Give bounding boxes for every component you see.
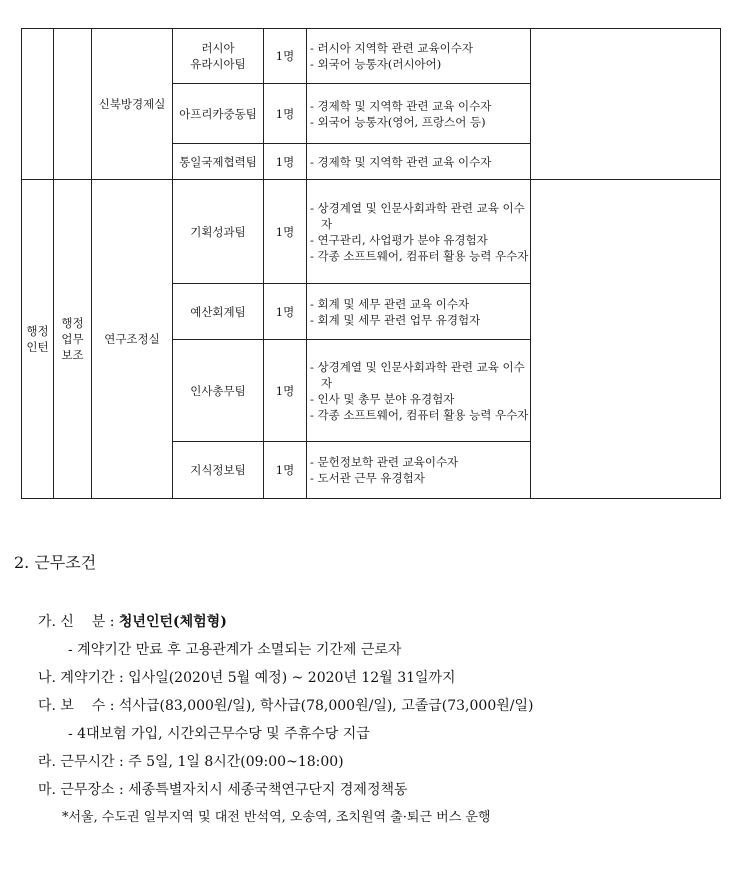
requirement-item: - 도서관 근무 유경험자 [310, 470, 530, 486]
term-value: 청년인턴(체험형) [118, 614, 227, 630]
term-contract [38, 664, 533, 692]
requirement-item: - 외국어 능통자(영어, 프랑스어 등) [310, 114, 530, 130]
category-cell [22, 180, 54, 499]
requirement-item: - 상경계열 및 인문사회과학 관련 교육 이수자 [310, 359, 530, 391]
section-title: 2. 근무조건 [14, 553, 97, 572]
requirement-item: - 각종 소프트웨어, 컴퓨터 활용 능력 우수자 [310, 407, 530, 423]
recruitment-table [21, 28, 721, 499]
requirement-item: - 회계 및 세무 관련 업무 유경험자 [310, 312, 530, 328]
term-label: 라. 근무시간 : [38, 754, 124, 770]
count-cell: 1명 [264, 340, 307, 442]
requirements-cell [307, 442, 531, 499]
count-cell: 1명 [264, 442, 307, 499]
count-cell: 1명 [264, 84, 307, 144]
team-cell: 예산회계팀 [173, 284, 264, 340]
requirement-item: - 회계 및 세무 관련 교육 이수자 [310, 296, 530, 312]
term-value: 주 5일, 1일 8시간(09:00~18:00) [128, 754, 344, 770]
team-cell: 통일국제협력팀 [173, 144, 264, 180]
requirement-item: - 경제학 및 지역학 관련 교육 이수자 [310, 154, 530, 170]
remarks-cell [531, 180, 721, 499]
job-label: 보조 [61, 348, 84, 362]
requirements-cell [307, 144, 531, 180]
count-cell: 1명 [264, 180, 307, 284]
team-cell: 인사총무팀 [173, 340, 264, 442]
requirement-item: - 상경계열 및 인문사회과학 관련 교육 이수자 [310, 200, 530, 232]
work-conditions [38, 608, 533, 832]
job-label: 행정 [61, 316, 84, 330]
team-cell: 기획성과팀 [173, 180, 264, 284]
team-cell: 지식정보팀 [173, 442, 264, 499]
term-pay [38, 692, 533, 720]
job-cell [54, 180, 92, 499]
term-label: 가. 신 분 : [38, 614, 115, 630]
table-row [22, 29, 721, 84]
team-cell: 아프리카중동팀 [173, 84, 264, 144]
category-label: 행정 [26, 324, 49, 338]
requirement-item: - 문헌정보학 관련 교육이수자 [310, 454, 530, 470]
requirements-cell [307, 284, 531, 340]
requirements-cell [307, 180, 531, 284]
requirement-item: - 각종 소프트웨어, 컴퓨터 활용 능력 우수자 [310, 248, 530, 264]
team-name: 러시아 [201, 41, 235, 55]
count-cell: 1명 [264, 29, 307, 84]
count-cell: 1명 [264, 144, 307, 180]
term-label: 다. 보 수 : [38, 698, 115, 714]
job-label: 업무 [61, 332, 84, 346]
team-name: 유라시아팀 [190, 57, 246, 71]
category-label: 인턴 [26, 340, 49, 354]
dept-cell: 연구조정실 [92, 180, 173, 499]
term-location [38, 776, 533, 804]
term-label: 마. 근무장소 : [38, 782, 124, 798]
term-hours [38, 748, 533, 776]
requirements-cell [307, 340, 531, 442]
term-label: 나. 계약기간 : [38, 670, 124, 686]
term-status [38, 608, 533, 636]
remarks-cell [531, 29, 721, 180]
table-row [22, 180, 721, 284]
requirement-item: - 경제학 및 지역학 관련 교육 이수자 [310, 98, 530, 114]
requirement-item: - 러시아 지역학 관련 교육이수자 [310, 40, 530, 56]
term-value: 세종특별자치시 세종국책연구단지 경제정책동 [128, 782, 408, 798]
requirement-item: - 연구관리, 사업평가 분야 유경험자 [310, 232, 530, 248]
category-cell-empty [22, 29, 54, 180]
term-value: 석사급(83,000원/일), 학사급(78,000원/일), 고졸급(73,000원/일) [118, 698, 534, 714]
requirements-cell [307, 29, 531, 84]
count-cell: 1명 [264, 284, 307, 340]
job-cell-empty [54, 29, 92, 180]
requirement-item: - 외국어 능통자(러시아어) [310, 56, 530, 72]
term-status-note: - 계약기간 만료 후 고용관계가 소멸되는 기간제 근로자 [68, 642, 402, 658]
requirements-cell [307, 84, 531, 144]
term-value: 입사일(2020년 5월 예정) ~ 2020년 12월 31일까지 [128, 670, 456, 686]
team-cell [173, 29, 264, 84]
term-pay-note: - 4대보험 가입, 시간외근무수당 및 주휴수당 지급 [68, 726, 370, 742]
requirement-item: - 인사 및 총무 분야 유경험자 [310, 391, 530, 407]
dept-cell: 신북방경제실 [92, 29, 173, 180]
term-location-note: *서울, 수도권 일부지역 및 대전 반석역, 오송역, 조치원역 출·퇴근 버스 운행 [62, 810, 491, 825]
